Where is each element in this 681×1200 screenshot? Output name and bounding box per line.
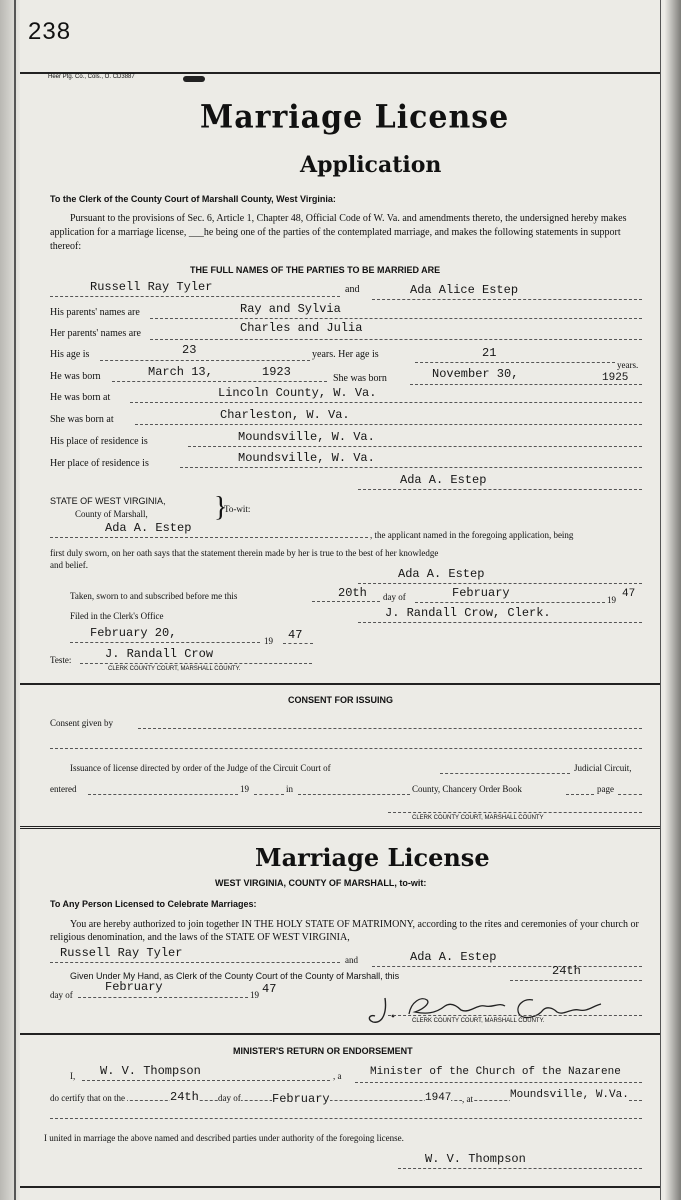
sworn-day-line <box>312 601 380 602</box>
filed-label: Filed in the Clerk's Office <box>70 611 164 621</box>
sworn-month: February <box>452 586 510 600</box>
clerk-signature: J. Randall Crow, Clerk. <box>385 606 551 620</box>
his-residence-label: His place of residence is <box>50 436 148 447</box>
return-i-label: I, <box>70 1071 76 1081</box>
cert-place: Moundsville, W.Va. <box>510 1089 629 1101</box>
teste-caption: CLERK COUNTY COURT, MARSHALL COUNTY. <box>108 666 241 672</box>
clerk-signature-line <box>358 622 642 623</box>
filed-year: 47 <box>288 628 303 642</box>
license-addressee: To Any Person Licensed to Celebrate Marriages: <box>50 899 257 909</box>
consent-heading: CONSENT FOR ISSUING <box>288 695 394 705</box>
cert-day: 24th <box>170 1090 199 1104</box>
page-edge-right <box>665 0 681 1200</box>
return-heading: MINISTER'S RETURN OR ENDORSEMENT <box>233 1046 413 1056</box>
his-parents-value: Ray and Sylvia <box>240 302 341 316</box>
affidavit-applicant-line <box>50 537 368 538</box>
license-title: Marriage License <box>255 843 490 872</box>
consent-given-by-line <box>138 728 642 729</box>
his-age-value: 23 <box>182 343 197 357</box>
sworn-nineteen: 19 <box>607 595 616 605</box>
she-born-line <box>410 384 642 385</box>
consent-top-rule <box>20 683 660 685</box>
entered-year-line <box>254 794 284 795</box>
groom-name-line <box>50 296 340 297</box>
he-born-date: March 13, <box>148 365 213 379</box>
affidavit-applicant: Ada A. Estep <box>105 521 192 535</box>
her-residence-value: Moundsville, W. Va. <box>238 451 375 465</box>
application-addressee: To the Clerk of the County Court of Marshall County, West Virginia: <box>50 194 336 204</box>
minister-signature-line <box>398 1168 642 1169</box>
he-born-at-label: He was born at <box>50 392 111 403</box>
he-born-at-line <box>130 402 642 403</box>
filed-date: February 20, <box>90 626 177 640</box>
binding-line-left <box>14 0 16 1200</box>
cert-month: February <box>272 1092 330 1106</box>
given-day-of: day of <box>50 990 73 1000</box>
teste-label: Teste: <box>50 655 72 665</box>
issuance-text: Issuance of license directed by order of the Judge of the Circuit Court of <box>70 763 331 773</box>
groom-name: Russell Ray Tyler <box>90 280 213 294</box>
application-subtitle: Application <box>300 152 442 178</box>
consent-extra-line <box>50 748 642 749</box>
entered-nineteen: 19 <box>240 784 249 794</box>
teste-line <box>80 663 312 664</box>
license-groom-line <box>50 962 340 963</box>
certify-label: do certify that on the <box>50 1093 125 1103</box>
affidavit-applicant-text: , the applicant named in the foregoing application, being <box>370 530 574 540</box>
order-book-line <box>566 794 594 795</box>
affidavit-brace: } <box>214 492 228 523</box>
given-month-line <box>78 997 248 998</box>
sworn-label: Taken, sworn to and subscribed before me this <box>70 591 238 601</box>
his-parents-label: His parents' names are <box>50 307 140 318</box>
he-born-year: 1923 <box>262 365 291 379</box>
license-state-line: WEST VIRGINIA, COUNTY OF MARSHALL, to-wit: <box>215 878 427 888</box>
license-groom: Russell Ray Tyler <box>60 946 183 960</box>
return-top-rule <box>20 1033 660 1035</box>
cert-day-of: day of <box>218 1093 241 1103</box>
entered-label: entered <box>50 784 77 794</box>
license-authorization: You are hereby authorized to join together IN THE HOLY STATE OF MATRIMONY, according to the rites and ceremonies of your church or religious denomination, and the laws of the STATE OF WEST VIRGINIA, <box>50 919 639 943</box>
binding-line-right <box>660 0 661 1200</box>
page-edge-left <box>0 0 20 1200</box>
affidavit-belief: and belief. <box>50 560 88 570</box>
license-clerk-caption: CLERK COUNTY COURT, MARSHALL COUNTY. <box>412 1018 545 1024</box>
printer-imprint: Heer Ptg. Co., Cols., O. CD3887 <box>48 74 135 80</box>
license-and-label: and <box>345 955 358 965</box>
in-label: in <box>286 784 294 794</box>
issuance-court-line <box>440 773 570 774</box>
her-age-line <box>415 362 615 363</box>
she-born-at-label: She was born at <box>50 414 114 425</box>
license-top-rule <box>20 826 660 829</box>
his-residence-value: Moundsville, W. Va. <box>238 430 375 444</box>
he-born-line <box>112 381 327 382</box>
consent-clerk-caption: CLERK COUNTY COURT, MARSHALL COUNTY <box>412 815 544 821</box>
given-nineteen: 19 <box>250 990 259 1000</box>
return-blank-line <box>50 1118 642 1119</box>
names-heading: THE FULL NAMES OF THE PARTIES TO BE MARRIED ARE <box>190 265 441 275</box>
application-intro: Pursuant to the provisions of Sec. 6, Article 1, Chapter 48, Official Code of W. Va. and amendments thereto, the undersigned hereby makes application for a marriage license, ___he being one of the parties of the contemplated marriage, and makes the following statements in support thereof: <box>50 213 627 252</box>
given-label: Given Under My Hand, as Clerk of the County Court of the County of Marshall, this <box>70 971 400 981</box>
given-year: 47 <box>262 982 277 996</box>
sworn-year: 47 <box>622 588 636 600</box>
affidavit-signature: Ada A. Estep <box>398 567 485 581</box>
county-line <box>298 794 410 795</box>
she-born-label: She was born <box>333 373 387 384</box>
he-born-at-value: Lincoln County, W. Va. <box>218 386 377 400</box>
affidavit-signature-line <box>358 583 642 584</box>
license-bride-line <box>372 966 642 967</box>
affidavit-oath: first duly sworn, on her oath says that the statement therein made by her is true to the best of her knowledge <box>50 548 439 558</box>
judicial-circuit-label: Judicial Circuit, <box>574 763 632 773</box>
her-age-label: years. Her age is <box>312 349 379 360</box>
minister-title-line <box>355 1082 642 1083</box>
cert-year: 1947 <box>425 1092 452 1104</box>
sworn-month-line <box>415 602 605 603</box>
consent-given-by-label: Consent given by <box>50 718 113 728</box>
minister-name-line <box>82 1080 330 1081</box>
his-age-line <box>100 360 310 361</box>
given-day: 24th <box>552 964 581 978</box>
page-number: 238 <box>28 18 72 45</box>
affidavit-to-wit: To-wit: <box>224 504 251 514</box>
page-label: page <box>597 784 614 794</box>
minister-title: Minister of the Church of the Nazarene <box>370 1066 621 1078</box>
applicant-signature-line <box>358 489 642 490</box>
her-parents-line <box>150 339 642 340</box>
her-parents-value: Charles and Julia <box>240 321 363 335</box>
return-a-label: , a <box>333 1071 342 1081</box>
sworn-day-of: day of <box>383 592 406 602</box>
his-age-label: His age is <box>50 349 90 360</box>
she-born-date: November 30, <box>432 367 519 381</box>
minister-name: W. V. Thompson <box>100 1064 201 1078</box>
given-day-line <box>510 980 642 981</box>
sworn-day: 20th <box>338 586 367 600</box>
minister-signature: W. V. Thompson <box>425 1152 526 1166</box>
clerk-handwritten-signature <box>365 992 610 1030</box>
license-bride: Ada A. Estep <box>410 950 497 964</box>
affidavit-county: County of Marshall, <box>75 509 148 519</box>
bride-name-line <box>372 299 642 300</box>
filed-nineteen: 19 <box>264 636 273 646</box>
his-parents-line <box>150 318 642 319</box>
her-residence-label: Her place of residence is <box>50 458 149 469</box>
applicant-signature: Ada A. Estep <box>400 473 487 487</box>
he-born-label: He was born <box>50 371 101 382</box>
filed-date-line <box>70 642 260 643</box>
her-residence-line <box>180 467 642 468</box>
she-born-at-value: Charleston, W. Va. <box>220 408 350 422</box>
entered-line <box>88 794 238 795</box>
filed-year-line <box>283 643 313 644</box>
his-residence-line <box>188 446 642 447</box>
teste-name: J. Randall Crow <box>105 647 214 661</box>
she-born-year: 1925 <box>602 372 629 384</box>
license-clerk-line <box>388 1015 642 1016</box>
given-month: February <box>105 980 163 994</box>
bride-name: Ada Alice Estep <box>410 283 519 297</box>
affidavit-state: STATE OF WEST VIRGINIA, <box>50 496 166 506</box>
her-age-value: 21 <box>482 346 497 360</box>
page-line <box>618 794 642 795</box>
united-text: I united in marriage the above named and described parties under authority of the foregoing license. <box>44 1133 404 1143</box>
application-title: Marriage License <box>200 99 510 136</box>
consent-clerk-line <box>388 812 642 813</box>
she-born-at-line <box>135 424 642 425</box>
cert-at-label: , at <box>462 1094 473 1104</box>
her-parents-label: Her parents' names are <box>50 328 141 339</box>
and-label: and <box>345 284 360 295</box>
county-order-label: County, Chancery Order Book <box>412 784 522 794</box>
ink-mark <box>183 76 205 82</box>
years-label: years. <box>617 360 639 370</box>
bottom-rule <box>20 1186 660 1188</box>
